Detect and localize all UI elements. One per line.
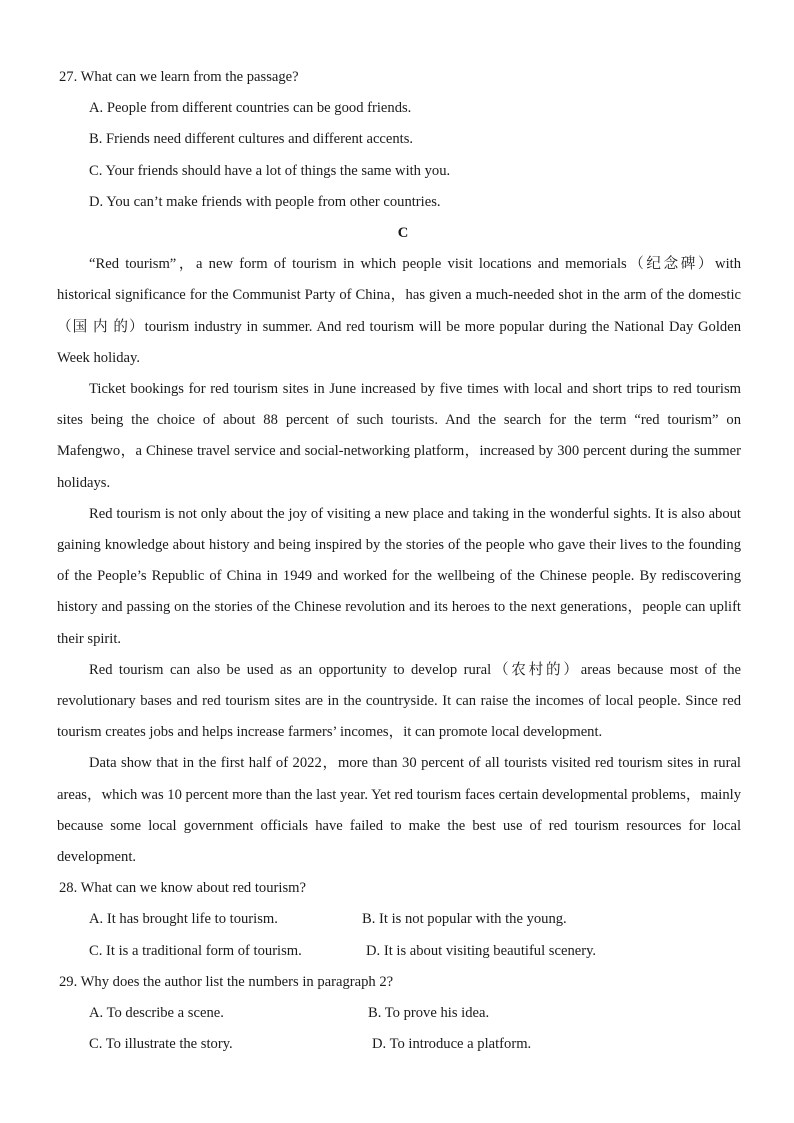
passage-paragraph: “Red tourism”，a new form of tourism in which people visit locations and memorials（纪念碑）with historical significance for the Communist Party of China，has given a much‐needed shot in the arm of the domestic（国 内 的）tourism industry in summer. And red tourism will be more popular during the National Day Golden Week holiday. — [57, 256, 741, 366]
option-a: A. To describe a scene. — [89, 1004, 224, 1021]
option-a: A. It has brought life to tourism. — [89, 911, 278, 928]
option-b: B. Friends need different cultures and different accents. — [89, 131, 414, 148]
option-a: A. People from different countries can be good friends. — [89, 100, 412, 117]
exam-page — [57, 62, 741, 1060]
passage-c — [57, 218, 741, 873]
options-row — [57, 936, 741, 967]
passage-paragraph: Data show that in the first half of 2022，more than 30 percent of all tourists visited red tourism sites in rural areas，which was 10 percent more than the last year. Yet red tourism faces certain developmental problems，mainly because some local government officials have failed to make the best use of red tourism resources for local development. — [57, 755, 741, 865]
passage-paragraph: Ticket bookings for red tourism sites in June increased by five times with local and short trips to red tourism sites being the choice of about 88 percent of such tourists. And the search for the term “red tourism” on Mafengwo，a Chinese travel service and social‐networking platform，increased by 300 percent during the summer holidays. — [57, 380, 741, 491]
options-row — [57, 1029, 741, 1060]
option-d: D. To introduce a platform. — [372, 1036, 532, 1053]
option-b: B. It is not popular with the young. — [362, 911, 567, 928]
question-28 — [57, 873, 741, 967]
passage-paragraph: Red tourism can also be used as an opportunity to develop rural（农村的）areas because most of the revolutionary bases and red tourism sites are in the countryside. It can raise the incomes of local people. Since red tourism creates jobs and helps increase farmers’ incomes，it can promote local development. — [57, 661, 741, 741]
question-29 — [57, 967, 741, 1061]
option-d: D. It is about visiting beautiful scenery. — [366, 942, 597, 959]
passage-paragraph: Red tourism is not only about the joy of visiting a new place and taking in the wonderful sights. It is also about gaining knowledge about history and being inspired by the stories of the people who gave their lives to the founding of the People’s Republic of China in 1949 and worked for the wellbeing of the Chinese people. By rediscovering history and passing on the stories of the Chinese revolution and its heroes to the next generations，people can uplift their spirit. — [57, 505, 741, 647]
option-b: B. To prove his idea. — [368, 1004, 490, 1021]
options-row — [57, 904, 741, 935]
question-27 — [57, 62, 741, 218]
option-d: D. You can’t make friends with people from other countries. — [89, 193, 441, 210]
option-c: C. Your friends should have a lot of things the same with you. — [89, 162, 451, 179]
option-c: C. To illustrate the story. — [89, 1036, 233, 1053]
option-c: C. It is a traditional form of tourism. — [89, 942, 302, 959]
question-stem: 28. What can we know about red tourism? — [59, 880, 306, 897]
question-stem: 27. What can we learn from the passage? — [59, 69, 299, 85]
question-stem: 29. Why does the author list the numbers in paragraph 2? — [59, 973, 394, 990]
options-row — [57, 998, 741, 1029]
section-heading: C — [397, 224, 409, 241]
